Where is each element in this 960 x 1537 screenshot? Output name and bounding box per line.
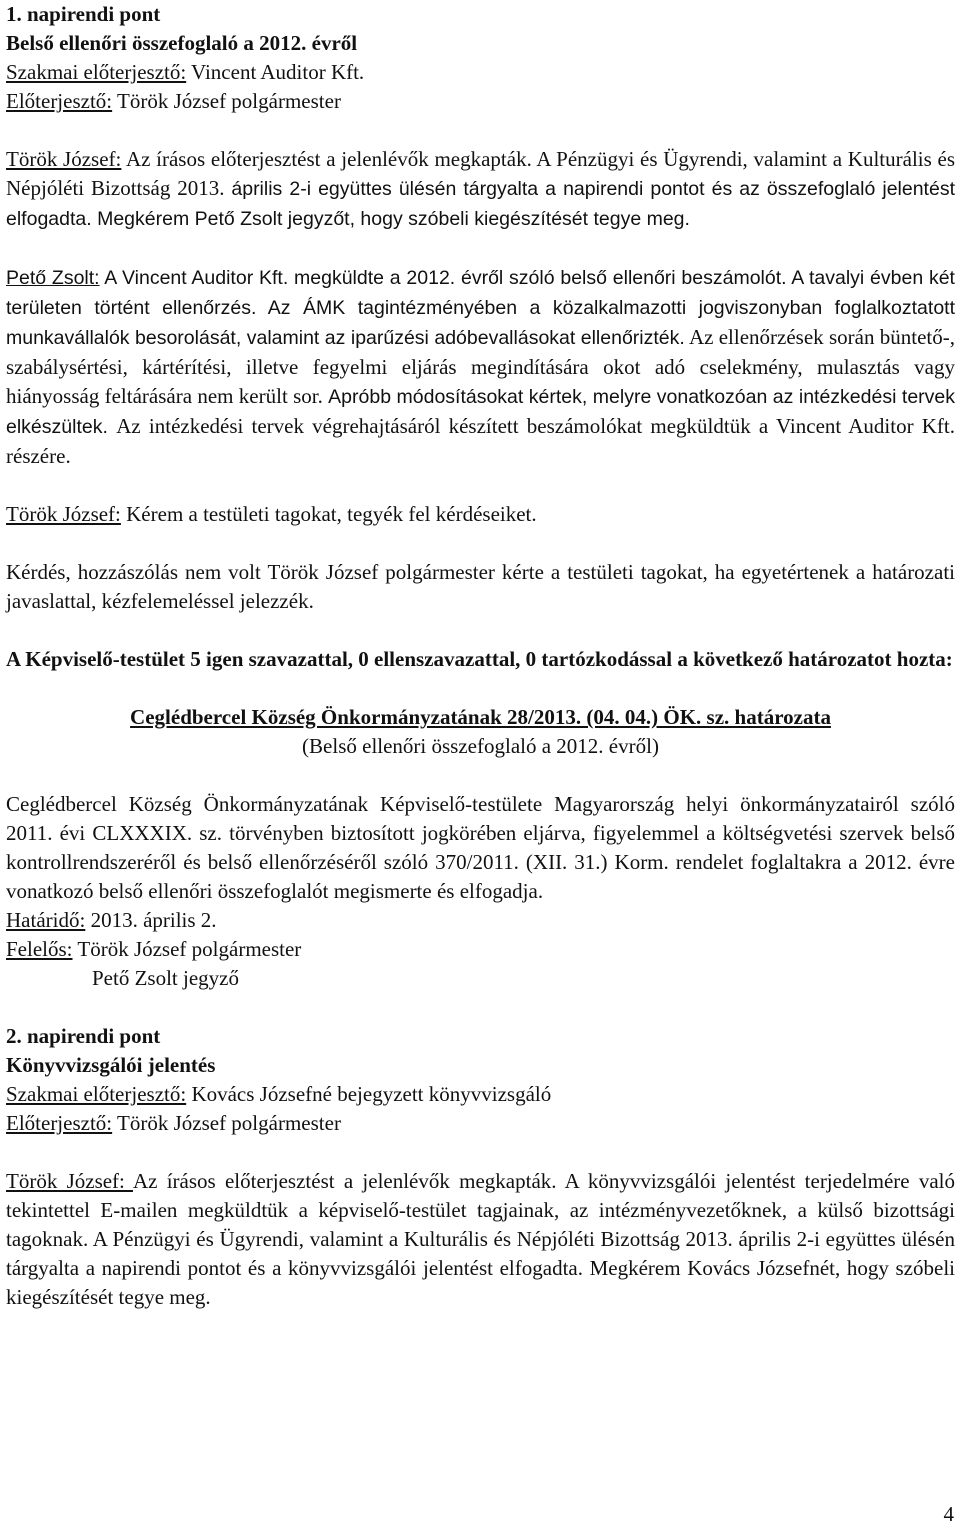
responsible-value: Török József polgármester	[72, 937, 302, 961]
speech-paragraph	[6, 263, 955, 471]
vote-result: A Képviselő-testület 5 igen szavazattal, 0 ellenszavazattal, 0 tartózkodással a következő határozatot hozta:	[6, 647, 953, 671]
professional-presenter-label: Szakmai előterjesztő:	[6, 60, 187, 84]
speaker-name: Török József:	[6, 1169, 133, 1193]
page-number: 4	[943, 1502, 954, 1526]
document-page	[6, 0, 955, 1312]
professional-presenter-label: Szakmai előterjesztő:	[6, 1082, 187, 1106]
presenter-line	[6, 87, 955, 116]
presenter-line	[6, 1109, 955, 1138]
agenda-item-2-title: 2. napirendi pont	[6, 1024, 161, 1048]
presenter-label: Előterjesztő:	[6, 1111, 113, 1135]
presenter-name: Török József polgármester	[112, 1111, 341, 1135]
speech-text: Apróbb módosításokat kértek, melyre vonatkozóan az intézkedési tervek elkészültek.	[6, 386, 955, 438]
agenda-item-2-subject: Könyvvizsgálói jelentés	[6, 1053, 216, 1077]
professional-presenter-name: Kovács Józsefné bejegyzett könyvvizsgáló	[186, 1082, 552, 1106]
speech-paragraph	[6, 145, 955, 234]
speech-text: Az írásos előterjesztést a jelenlévők megkapták. A Pénzügyi és Ügyrendi, valamint a Kulturális és Népjóléti Bizottság 2013.	[6, 147, 956, 200]
no-questions-paragraph: Kérdés, hozzászólás nem volt Török József polgármester kérte a testületi tagokat, ha egyetértenek a határozati javaslattal, kézfelemeléssel jelezzék.	[6, 560, 955, 613]
agenda-item-1-title: 1. napirendi pont	[6, 2, 161, 26]
responsible-value-2: Pető Zsolt jegyző	[92, 966, 239, 990]
speaker-name: Török József:	[6, 502, 121, 526]
resolution-text: Ceglédbercel Község Önkormányzatának Képviselő-testülete Magyarország helyi önkormányzatairól szóló 2011. évi CLXXXIX. sz. törvényben biztosított jogkörében eljárva, figyelemmel a költségvetési szervek belső kontrollrendszeréről és belső ellenőrzéséről szóló 370/2011. (XII. 31.) Korm. rendelet foglaltakra a 2012. évre vonatkozó belső ellenőri összefoglalót megismerte és elfogadja.	[6, 792, 955, 903]
deadline-label: Határidő:	[6, 908, 86, 932]
speech-text: Kérem a testületi tagokat, tegyék fel kérdéseiket.	[120, 502, 537, 526]
speaker-name: Török József:	[6, 147, 122, 171]
responsible-line	[6, 935, 955, 964]
presenter-label: Előterjesztő:	[6, 89, 113, 113]
speech-paragraph	[6, 1167, 955, 1312]
professional-presenter-line	[6, 58, 955, 87]
speech-text: április 2-i együttes ülésén tárgyalta a napirendi pontot és az összefoglaló jelentést elfogadta. Megkérem Pető Zsolt jegyzőt, hogy szóbeli kiegészítését tegye meg.	[6, 178, 955, 230]
speech-text: Az ellenőrzések során büntető-, szabálysértési, kártérítési, illetve fegyelmi eljárás megindítására okot adó cselekmény, mulasztás vagy hiányosság feltárására nem került sor.	[6, 325, 955, 408]
speaker-name: Pető Zsolt:	[6, 267, 100, 289]
presenter-name: Török József polgármester	[112, 89, 341, 113]
deadline-value: 2013. április 2.	[85, 908, 217, 932]
resolution-subtitle: (Belső ellenőri összefoglaló a 2012. évről)	[302, 734, 659, 758]
speech-text: Az írásos előterjesztést a jelenlévők megkapták. A könyvvizsgálói jelentést terjedelmére való tekintettel E-mailen megküldtük a képviselő-testület tagjainak, az intézményvezetőknek, a külső bizottsági tagoknak. A Pénzügyi és Ügyrendi, valamint a Kulturális és Népjóléti Bizottság 2013. április 2-i együttes ülésén tárgyalta a napirendi pontot és a könyvvizsgálói jelentést elfogadta. Megkérem Kovács Józsefnét, hogy szóbeli kiegészítését tegye meg.	[6, 1169, 955, 1309]
professional-presenter-name: Vincent Auditor Kft.	[186, 60, 365, 84]
deadline-line	[6, 906, 955, 935]
resolution-title: Ceglédbercel Község Önkormányzatának 28/2013. (04. 04.) ÖK. sz. határozata	[130, 705, 831, 729]
speech-text: A Vincent Auditor Kft. megküldte a 2012. évről szóló belső ellenőri beszámolót. A tavalyi évben két területen történt ellenőrzés. Az ÁMK tagintézményében a közalkalmazotti jogviszonyban foglalkoztatott munkavállalók besorolását, valamint az iparűzési adóbevallásokat ellenőrizték.	[6, 267, 955, 349]
professional-presenter-line	[6, 1080, 955, 1109]
speech-paragraph	[6, 500, 955, 529]
agenda-item-1-subject: Belső ellenőri összefoglaló a 2012. évről	[6, 31, 358, 55]
speech-text: Az intézkedési tervek végrehajtásáról készített beszámolókat megküldtük a Vincent Auditor Kft. részére.	[6, 414, 955, 468]
responsible-label: Felelős:	[6, 937, 73, 961]
